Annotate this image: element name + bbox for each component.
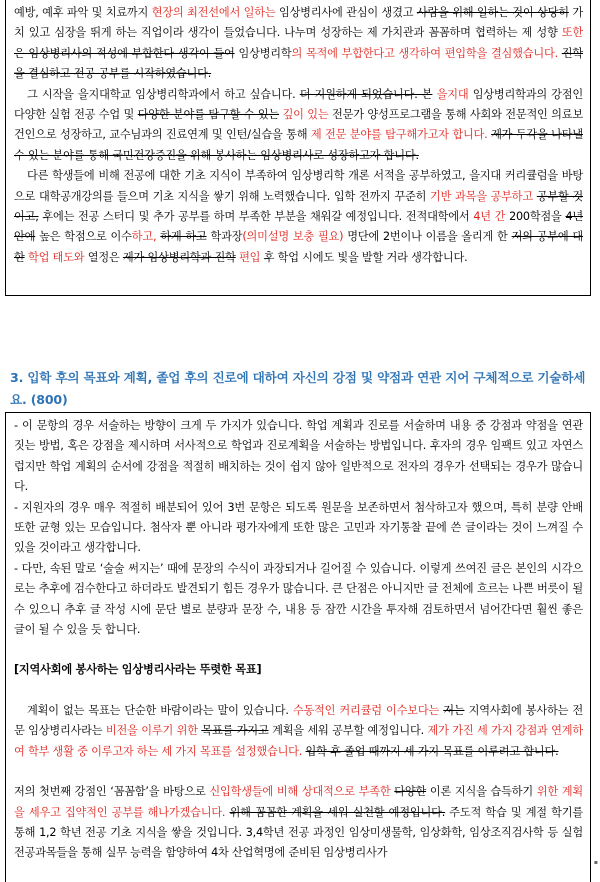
paragraph	[14, 85, 583, 167]
text-run: 높은 학점으로 이수	[35, 230, 132, 244]
text-run: 임상병리학	[234, 46, 292, 60]
paragraph	[14, 782, 583, 864]
paragraph	[14, 559, 583, 641]
text-run: 주도적 학습 및 계절 학기를 통해 1,2 학년 전공 기초 지식을 쌓을 것입니다. 3,4학년 전공 과정인 임상미생물학, 임상화학, 임상조직검사학 등 실험 전공과목들을 통해 실무 능력을 함양하여 4차 산업혁명에 준비된 임상병리사가	[14, 805, 583, 860]
paragraph	[14, 660, 583, 680]
text-run: 열정은	[84, 250, 123, 264]
edit-deletion: 위해 꼼꼼한 계획을 세워 실천할 예정입니다.	[229, 805, 446, 819]
edit-deletion: 입학 후 졸업 때까지 세 가지 목표를 이루려고 합니다.	[305, 744, 559, 758]
edit-insertion: 기반 과목을 공부하고	[430, 189, 534, 203]
edit-deletion: 제가 임상병리학과 진학	[122, 250, 236, 264]
edit-insertion: (의미설명 보충 필요)	[242, 230, 344, 244]
edit-insertion: 제가 가진 세 가지 강점과 연계하여 학부 생활 중 이루고자 하는 세 가지 목표를 설정했습니다.	[14, 724, 584, 758]
paragraph	[14, 166, 583, 268]
question-heading: 3. 입학 후의 목표와 계획, 졸업 후의 진로에 대하여 자신의 강점 및 약점과 연관 지어 구체적으로 기술하세요. (800)	[10, 370, 586, 407]
blank-line	[14, 681, 583, 701]
text-run: 다른 학생들에 비해 전공에 대한 기초 지식이 부족하여 임상병리학 개론 서적을 공부하였고, 을지대 커리큘럼을 바탕으로 대학공개강의를 들으며 기초 지식을 쌓기 위해 노력했습니다. 입학 전까지 꾸준히	[14, 169, 583, 203]
text-run: 계획이 없는 목표는 단순한 바람이라는 말이 있습니다.	[27, 703, 293, 717]
blank-line	[14, 762, 583, 782]
edit-deletion: 제가 두각을 나타낼 수 있는 분야를 통해 국민건강증진을 위해 봉사하는 임상병리사로 성장하고자 합니다.	[14, 128, 583, 162]
edit-deletion: 하게 하고	[160, 230, 207, 244]
edit-insertion: 편입	[239, 250, 261, 264]
edit-insertion: 수동적인 커리큘럼 이수보다는	[292, 703, 440, 717]
edit-insertion: 비전을 이루기 위한	[105, 724, 198, 738]
text-run: 명단에 2번이나 이름을 올리게 한	[343, 230, 512, 244]
edit-insertion: 학업 태도와	[27, 250, 85, 264]
edit-deletion: 저의 공부에 대한	[14, 230, 584, 264]
paragraph	[14, 3, 583, 85]
text-run: 이론 지식을 습득하기	[426, 785, 537, 799]
edit-insertion: 제 전문 분야를 탐구해가고자 합니다.	[310, 128, 488, 142]
edit-deletion: 진학을 결심하고 전공 공부를 시작하였습니다.	[14, 46, 583, 81]
answer-box-2	[5, 0, 591, 296]
text-run: - 지원자의 경우 매우 적절히 배분되어 있어 3번 문항은 되도록 원문을 보존하면서 첨삭하고자 했으며, 특히 분량 안배 또한 균형 있는 모습입니다. 첨삭자 뿐 아니라 평가자에게 또한 많은 고민과 자기통찰 끝에 쓴 글이라는 것이 느껴질 수 있을 것이라고 생각합니다.	[14, 500, 583, 555]
answer-box-3	[5, 412, 591, 882]
text-run: - 다만, 속된 말로 ‘술술 써지는’ 때에 문장의 수식이 과장되거나 길어질 수 있습니다. 이렇게 쓰여진 글은 본인의 시각으로는 추후에 검수한다고 하더라도 발견되기 힘든 경우가 많습니다. 큰 단점은 아니지만 글 전체에 흐르는 나쁜 버릇이 될 수 있으니 추후 글 작성 시에 문단 별로 분량과 문장 수, 내용 등 잠깐 시간을 투자해 검토하면서 넘어간다면 훨씬 좋은 글이 될 수 있을 듯 합니다.	[14, 561, 583, 637]
paragraph	[14, 701, 583, 762]
edit-deletion: 더 지원하게 되었습니다. 본	[299, 87, 433, 101]
edit-insertion: 현장의 최전선에서 일하는	[151, 6, 276, 19]
paragraph	[14, 498, 583, 559]
edit-insertion: 의 목적에 부합한다고 생각하여 편입학을 결심했습니다.	[291, 46, 558, 60]
edit-insertion: 하고,	[131, 230, 157, 244]
text-run: 전문가 양성프로그램을 통해 사회와 전문적인 의료보건인으로 성장하고, 교수님과의 진료연계 및 인턴/실습을 통해	[14, 108, 584, 142]
text-run: 후 학업 시에도 빛을 발할 거라 생각합니다.	[260, 250, 468, 264]
paragraph	[14, 416, 583, 498]
edit-insertion: 4년 간	[473, 210, 506, 224]
text-run: 지역사회에 봉사하는 전문 임상병리사라는	[14, 703, 584, 738]
edit-deletion: 은 임상병리사의 적성에 부합한다 생각이 들어	[14, 46, 235, 60]
text-run: 가치 있고 심장을 뛰게 하는 직업이라 생각이 들었습니다. 나누며 성장하는 제 가치관과 꼼꼼하며 협력하는 제 성향	[14, 6, 583, 40]
edit-deletion: 사람을 위해 일하는 것이 상당히	[416, 6, 569, 19]
edit-insertion: 또한	[561, 26, 583, 40]
text-run: 학과장	[206, 230, 243, 244]
text-run: 예방, 예후 파악 및 치료까지	[14, 6, 152, 19]
edit-insertion: 신입학생들에 비해 상대적으로 부족한	[209, 785, 391, 799]
section-subtitle: [지역사회에 봉사하는 임상병리사라는 뚜렷한 목표]	[14, 663, 262, 677]
text-run: 그 시작을 을지대학교 임상병리학과에서 하고 싶습니다.	[27, 87, 300, 101]
text-run: 200학점을	[505, 210, 566, 224]
text-run: 저의 첫번째 강점인 ‘꼼꼼함’을 바탕으로	[14, 785, 210, 799]
blank-line	[14, 640, 583, 660]
text-run: - 이 문항의 경우 서술하는 방향이 크게 두 가지가 있습니다. 학업 계획과 진로를 서술하며 내용 중 강점과 약점을 연관 짓는 방법, 혹은 강점을 제시하며 서사적으로 학업과 진로계획을 서술하는 방법입니다. 후자의 경우 임팩트 있고 자연스럽지만 학업 계획의 순서에 강점을 적절히 배치하는 것이 쉽지 않아 일반적으로 전자의 경우가 선택되는 경우가 많습니다.	[14, 419, 583, 494]
edit-deletion: 공부할 것이고,	[14, 189, 583, 224]
edit-insertion: 위한 계획을 세우고 집약적인 공부를 해나가겠습니다.	[14, 785, 583, 819]
edit-insertion: 깊이 있는	[282, 108, 329, 122]
text-run: 후에는 전공 스터디 및 추가 공부를 하며 부족한 부분을 채워갈 예정입니다. 전적대학에서	[38, 210, 474, 224]
edit-insertion: 을지대	[436, 87, 469, 101]
edit-deletion: 목표를 가지고	[201, 724, 269, 738]
text-run: 임상병리사에 관심이 생겼고	[275, 6, 417, 19]
page-corner-mark: ▪	[593, 859, 598, 866]
edit-deletion: 다양한	[394, 785, 427, 799]
text-run: 임상병리학과의 강점인 다양한 실험 전공 수업 및	[14, 87, 583, 122]
edit-deletion: 4년 안에	[14, 210, 583, 244]
text-run: 계획을 세워 공부할 예정입니다.	[268, 724, 428, 738]
edit-deletion: 저는	[443, 703, 465, 717]
edit-deletion: 다양한 분야를 탐구할 수 있는	[137, 108, 280, 122]
